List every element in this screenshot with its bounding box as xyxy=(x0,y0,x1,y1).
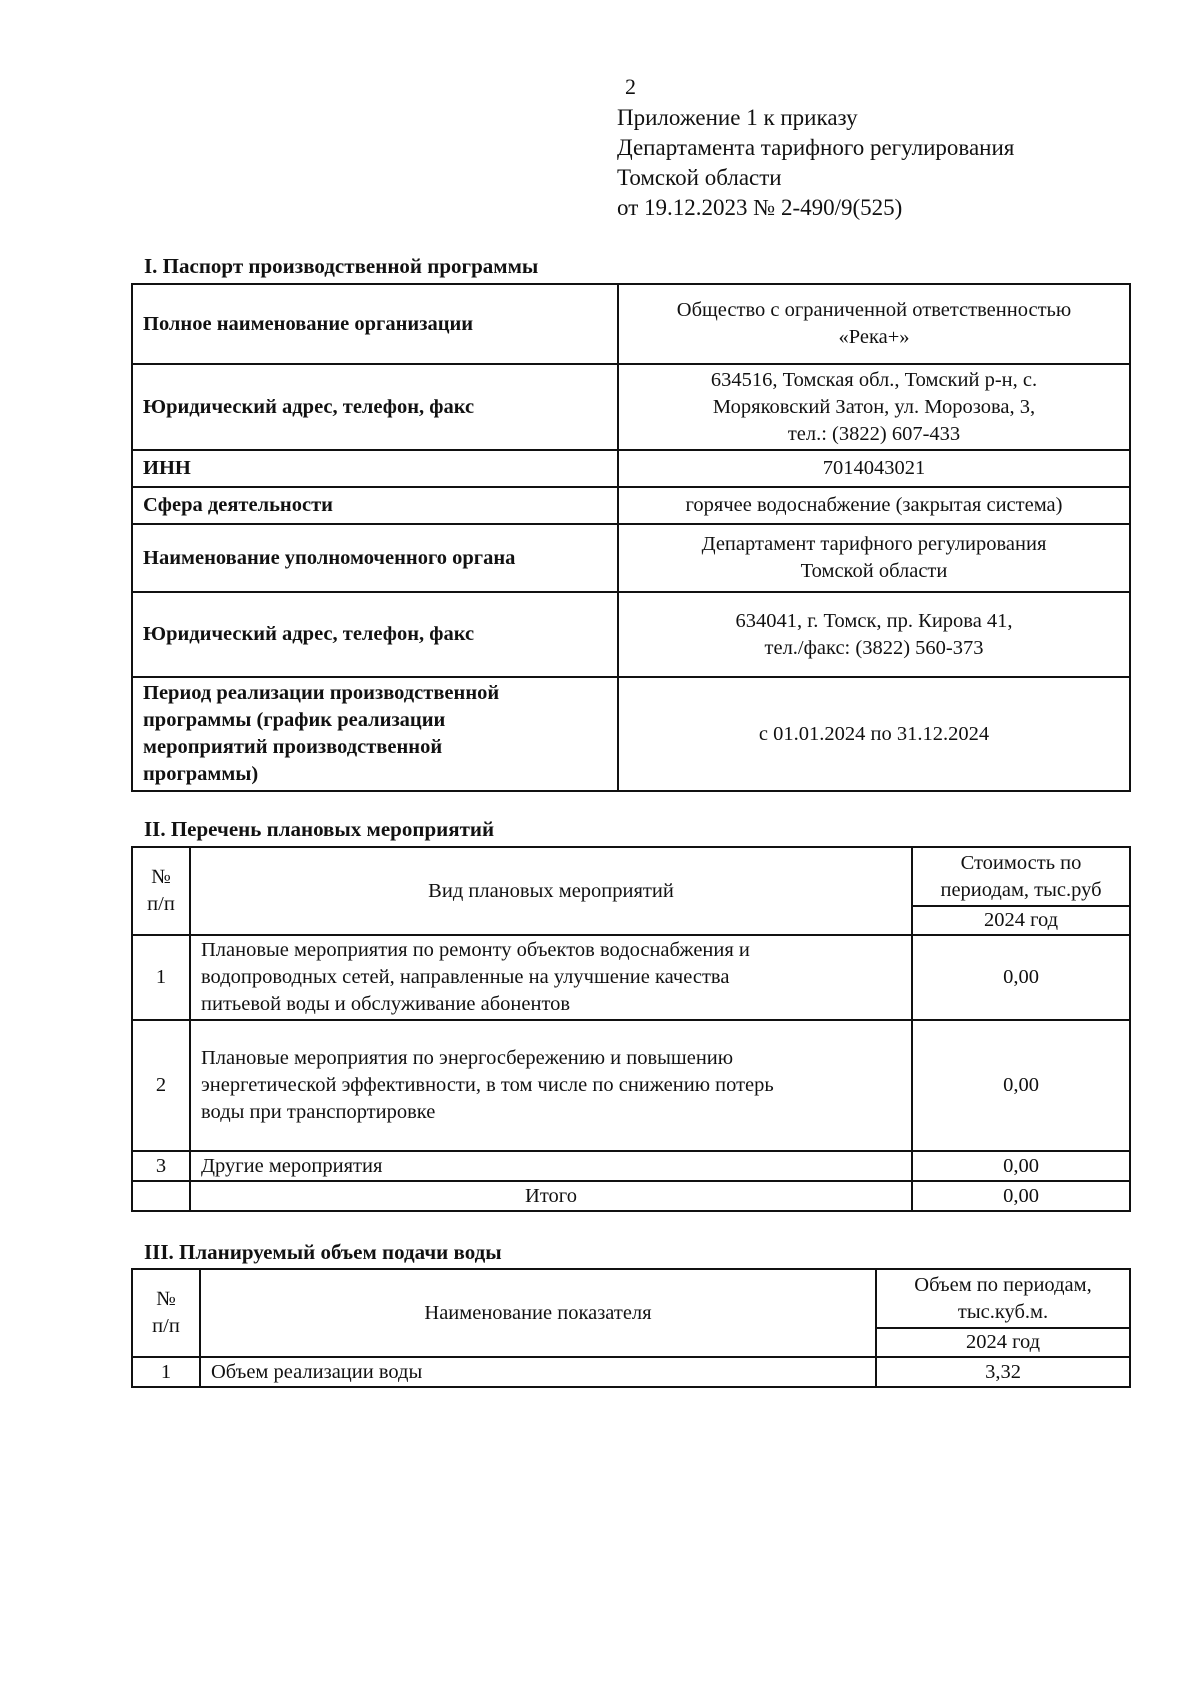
header-line: Департамента тарифного регулирования xyxy=(617,135,1015,160)
table-row xyxy=(132,677,1130,791)
activity-cost: 0,00 xyxy=(912,1020,1130,1151)
table-row xyxy=(132,1269,1130,1328)
passport-value: 7014043021 xyxy=(618,450,1130,487)
header-line: Томской области xyxy=(617,165,782,190)
row-number: 2 xyxy=(132,1020,190,1151)
page-number: 2 xyxy=(625,74,636,99)
total-value: 0,00 xyxy=(912,1181,1130,1211)
section-3-title: III. Планируемый объем подачи воды xyxy=(144,1240,502,1264)
section-2-title: II. Перечень плановых мероприятий xyxy=(144,817,495,841)
total-label: Итого xyxy=(190,1181,912,1211)
water-volume-table xyxy=(131,1268,1131,1388)
row-number: 3 xyxy=(132,1151,190,1181)
passport-key: Наименование уполномоченного органа xyxy=(132,524,618,592)
passport-value: с 01.01.2024 по 31.12.2024 xyxy=(618,677,1130,791)
empty-cell xyxy=(132,1181,190,1211)
passport-key: Полное наименование организации xyxy=(132,284,618,364)
row-number: 1 xyxy=(132,935,190,1020)
passport-key: ИНН xyxy=(132,450,618,487)
column-header-name: Наименование показателя xyxy=(200,1269,876,1357)
table-row xyxy=(132,847,1130,906)
row-number: 1 xyxy=(132,1357,200,1387)
passport-value: 634041, г. Томск, пр. Кирова 41, тел./факс: (3822) 560-373 xyxy=(618,592,1130,677)
table-row xyxy=(132,935,1130,1020)
passport-key: Юридический адрес, телефон, факс xyxy=(132,364,618,450)
table-row xyxy=(132,1181,1130,1211)
passport-key: Юридический адрес, телефон, факс xyxy=(132,592,618,677)
activity-cost: 0,00 xyxy=(912,1151,1130,1181)
table-row xyxy=(132,524,1130,592)
order-header xyxy=(617,103,1014,223)
indicator-name: Объем реализации воды xyxy=(200,1357,876,1387)
indicator-value: 3,32 xyxy=(876,1357,1130,1387)
passport-value: Департамент тарифного регулирования Томской области xyxy=(618,524,1130,592)
column-header-name: Вид плановых мероприятий xyxy=(190,847,912,935)
column-header-num: № п/п xyxy=(132,847,190,935)
passport-value: 634516, Томская обл., Томский р-н, с. Моряковский Затон, ул. Морозова, 3, тел.: (3822) 607-433 xyxy=(618,364,1130,450)
passport-value: Общество с ограниченной ответственностью «Река+» xyxy=(618,284,1130,364)
table-row xyxy=(132,284,1130,364)
table-row xyxy=(132,592,1130,677)
table-row xyxy=(132,1151,1130,1181)
passport-table xyxy=(131,283,1131,792)
activity-name: Плановые мероприятия по энергосбережению и повышению энергетической эффективности, в том числе по снижению потерь воды при транспортировке xyxy=(190,1020,912,1151)
column-header-cost: Стоимость по периодам, тыс.руб xyxy=(912,847,1130,906)
column-header-year: 2024 год xyxy=(912,906,1130,935)
passport-key: Период реализации производственной программы (график реализации мероприятий производственной программы) xyxy=(132,677,618,791)
passport-key: Сфера деятельности xyxy=(132,487,618,524)
activities-table xyxy=(131,846,1131,1212)
table-row xyxy=(132,487,1130,524)
table-row xyxy=(132,364,1130,450)
column-header-year: 2024 год xyxy=(876,1328,1130,1357)
column-header-num: № п/п xyxy=(132,1269,200,1357)
activity-name: Другие мероприятия xyxy=(190,1151,912,1181)
section-1-title: I. Паспорт производственной программы xyxy=(144,254,539,278)
activity-name: Плановые мероприятия по ремонту объектов водоснабжения и водопроводных сетей, направленные на улучшение качества питьевой воды и обслуживание абонентов xyxy=(190,935,912,1020)
table-row xyxy=(132,1357,1130,1387)
passport-value: горячее водоснабжение (закрытая система) xyxy=(618,487,1130,524)
header-line: от 19.12.2023 № 2-490/9(525) xyxy=(617,195,903,220)
activity-cost: 0,00 xyxy=(912,935,1130,1020)
header-line: Приложение 1 к приказу xyxy=(617,105,858,130)
table-row xyxy=(132,450,1130,487)
column-header-volume: Объем по периодам, тыс.куб.м. xyxy=(876,1269,1130,1328)
table-row xyxy=(132,1020,1130,1151)
